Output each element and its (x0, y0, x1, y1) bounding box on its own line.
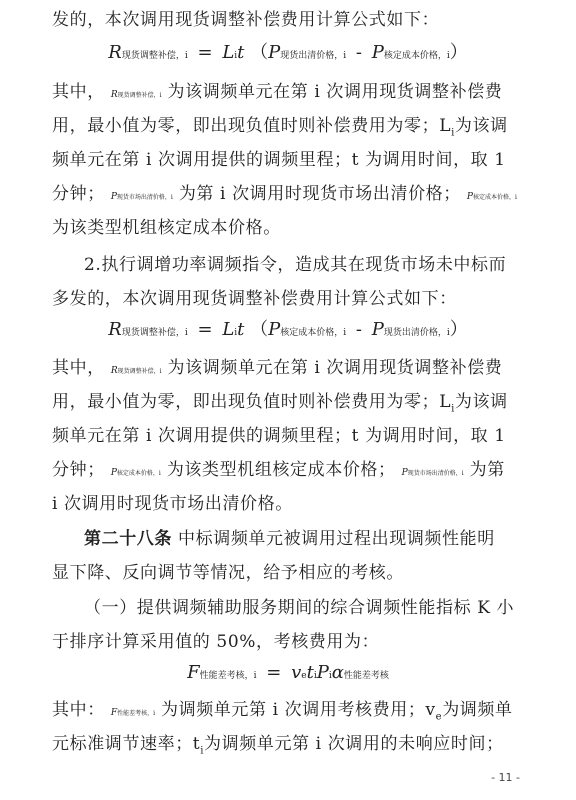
text-line-19: 元标准调节速率；$t_i$为调频单元第 i 次调用的未响应时间； (52, 734, 504, 757)
text-line-7: 2.执行调增功率调频指令，造成其在现货市场未中标而 (84, 255, 507, 275)
text-line-17: 于排序计算采用值的 50%，考核费用为： (52, 632, 380, 652)
text-line-13: i 次调用时现货市场出清价格。 (52, 494, 293, 514)
text-line-4: 频单元在第 i 次调用提供的调频里程；t 为调用时间，取 1 (52, 150, 506, 170)
page-number: - 11 - (491, 771, 520, 784)
text-line-11: 频单元在第 i 次调用提供的调频里程；t 为调用时间，取 1 (52, 426, 506, 446)
formula-2: R现货调整补偿，i = Lit （P核定成本价格，i - P现货出清价格，i） (108, 319, 468, 340)
text-line-14: 第二十八条 中标调频单元被调用过程出现调频性能明 (84, 529, 495, 549)
text-line-3: 用，最小值为零，即出现负值时则补偿费用为零；$L_i$为该调 (52, 116, 508, 139)
text-line-9: 其中， R现货调整补偿，i 为该调频单元在第 i 次调用现货调整补偿费 (52, 358, 503, 378)
text-line-16: （一）提供调频辅助服务期间的综合调频性能指标 K 小 (84, 598, 515, 618)
text-line-12: 分钟； P核定成本价格，i 为该类型机组核定成本价格； P现货市场出清价格，i 为第 (52, 460, 505, 480)
formula-1: R现货调整补偿，i = Lit （P现货出清价格，i - P核定成本价格，i） (108, 42, 468, 63)
text-line-8: 多发的，本次调用现货调整补偿费用计算公式如下： (52, 289, 457, 309)
text-line-10: 用，最小值为零，即出现负值时则补偿费用为零；$L_i$为该调 (52, 392, 508, 415)
text-line-6: 为该类型机组核定成本价格。 (52, 218, 281, 238)
text-line-2: 其中， R现货调整补偿，i 为该调频单元在第 i 次调用现货调整补偿费 (52, 82, 503, 102)
text-line-18: 其中： F性能差考核，i 为调频单元第 i 次调用考核费用；$v_e$为调频单 (52, 700, 513, 723)
formula-3: F性能差考核，i = vetiPiα性能差考核 (187, 662, 389, 683)
article-heading: 第二十八条 (84, 529, 172, 549)
text-line-1: 发的，本次调用现货调整补偿费用计算公式如下： (52, 10, 440, 30)
text-line-15: 显下降、反向调节等情况，给予相应的考核。 (52, 563, 404, 583)
text-line-5: 分钟； P现货市场出清价格，i 为第 i 次调用时现货市场出清价格； P核定成本价格，i (52, 184, 517, 204)
